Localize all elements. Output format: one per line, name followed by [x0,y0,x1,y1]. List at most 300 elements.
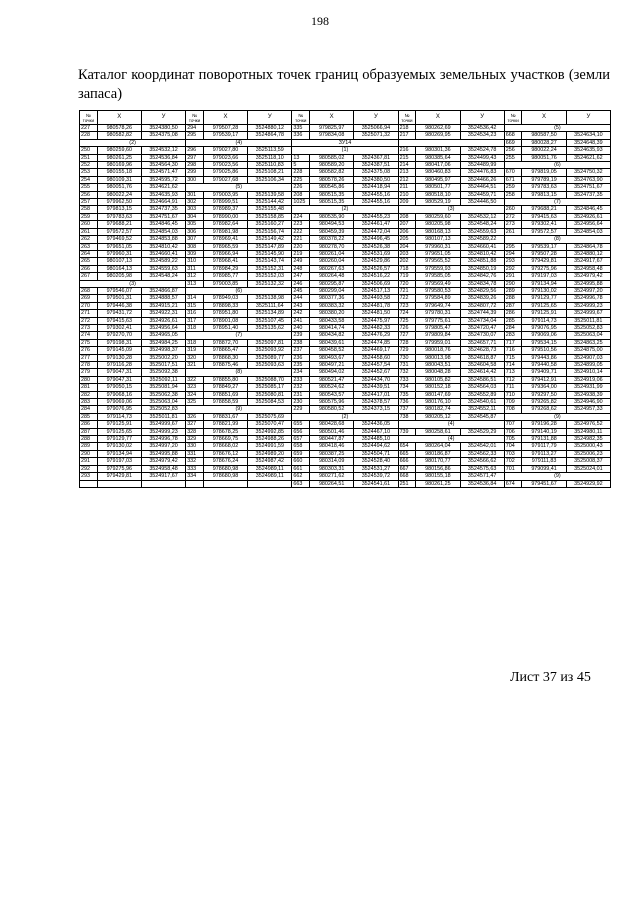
point-number: 301 [186,191,204,198]
table-row [80,287,611,294]
coord-y: 3524466,26 [460,176,504,183]
coord-y: 3524976,52 [566,421,610,428]
coord-x: 978985,77 [203,273,247,280]
table-row [80,347,611,354]
coord-x: 980051,76 [97,184,141,191]
coord-y: 3524548,24 [141,273,185,280]
coord-y: 3524529,86 [354,258,398,265]
point-number: 211 [398,184,416,191]
coord-y: 3524980,11 [566,428,610,435]
coord-y: 3524979,42 [141,458,185,465]
coord-x: 980205,12 [416,413,460,420]
point-number: 241 [292,317,310,324]
table-row [80,376,611,383]
coord-y: 3524931,99 [566,384,610,391]
coord-x: 980269,95 [416,132,460,139]
point-number: 222 [292,228,310,235]
point-number: 290 [80,450,98,457]
point-number: 261 [80,228,98,235]
coord-x: 980169,96 [97,162,141,169]
point-number: 314 [186,295,204,302]
coord-y: 3524958,48 [566,265,610,272]
coord-y: 3524996,78 [566,295,610,302]
point-number: 281 [80,384,98,391]
coord-y: 3524751,67 [566,184,610,191]
point-number: 656 [292,428,310,435]
coord-y: 3524595,72 [141,176,185,183]
point-number: 318 [186,339,204,346]
point-number: 316 [186,310,204,317]
coord-y: 3524434,70 [354,376,398,383]
coord-x: 979409,71 [522,369,566,376]
coord-y: 3525152,31 [248,265,292,272]
coord-y: 3525066,94 [354,125,398,132]
coord-x: 979117,79 [522,443,566,450]
contour-label: (9) [504,413,610,420]
coord-x: 978951,40 [203,324,247,331]
point-number: 658 [292,443,310,450]
coord-x: 979140,19 [522,428,566,435]
point-number: 334 [186,473,204,480]
coord-y: 3524660,41 [460,243,504,250]
point-number: 655 [292,421,310,428]
coord-y: 3524452,67 [354,369,398,376]
point-number: 235 [292,362,310,369]
table-row [80,221,611,228]
coord-x: 980501,46 [310,428,354,435]
coord-x: 979134,94 [97,450,141,457]
coord-x: 979302,41 [97,324,141,331]
coord-y: 3524481,78 [354,302,398,309]
contour-label: (2) [80,139,186,146]
point-number: 735 [398,391,416,398]
coord-y: 3524880,12 [248,125,292,132]
coord-x: 979651,05 [97,243,141,250]
coord-x: 979068,16 [97,391,141,398]
coord-y: 3524541,61 [354,480,398,487]
coord-x: 980170,77 [416,458,460,465]
contour-label: (8) [186,369,292,376]
coord-x: 978872,70 [203,339,247,346]
coord-x: 979415,63 [522,213,566,220]
coord-y: 3524457,54 [354,362,398,369]
coord-x: 979431,72 [97,310,141,317]
coord-x: 979451,67 [522,480,566,487]
coord-x: 979027,68 [203,176,247,183]
coord-x: 979003,85 [203,280,247,287]
coord-y: 3525006,23 [566,450,610,457]
coord-y: 3524564,03 [460,384,504,391]
coord-x: 979129,77 [97,436,141,443]
coord-y: 3524436,05 [354,421,398,428]
point-number: 259 [80,213,98,220]
coord-x: 978858,59 [203,399,247,406]
coord-x: 980385,64 [416,154,460,161]
table-row [80,413,611,420]
coord-y: 3524987,42 [248,458,292,465]
point-number: 721 [398,287,416,294]
coord-y: 3524737,35 [141,206,185,213]
point-number: 290 [504,280,522,287]
header-x: X [416,111,460,125]
coord-x: 980258,61 [416,428,460,435]
coord-x: 979813,15 [522,191,566,198]
point-number: 304 [186,213,204,220]
coord-x: 979688,21 [97,221,141,228]
coord-y: 3524915,21 [141,302,185,309]
header-y: У [354,111,398,125]
coord-y: 3524467,10 [354,428,398,435]
point-number: 335 [292,125,310,132]
contour-label: (4) [398,421,504,428]
point-number: 251 [398,480,416,487]
coord-x: 980447,87 [310,436,354,443]
table-row [80,465,611,472]
header-x: X [310,111,354,125]
point-number: 284 [504,324,522,331]
coord-y: 3524634,10 [566,132,610,139]
coord-y: 3524516,22 [354,273,398,280]
point-number: 284 [80,406,98,413]
coord-x: 979580,53 [416,287,460,294]
coord-y: 3524999,23 [566,302,610,309]
coord-y: 3524458,60 [354,354,398,361]
point-number: 666 [398,458,416,465]
point-number: 707 [504,421,522,428]
coord-y: 3524917,67 [566,258,610,265]
coord-x: 980518,10 [416,191,460,198]
coord-y: 3524984,25 [141,339,185,346]
point-number: 291 [80,458,98,465]
coord-x: 979440,58 [522,362,566,369]
coord-x: 979302,41 [522,221,566,228]
coord-x: 980459,39 [310,228,354,235]
coord-y: 3524378,57 [354,399,398,406]
coord-y: 3524493,58 [354,295,398,302]
coord-y: 3525088,70 [248,376,292,383]
point-number: 209 [398,199,416,206]
coord-x: 978669,75 [203,436,247,443]
coord-x: 980013,98 [416,354,460,361]
contour-label: (5) [504,125,610,132]
point-number: 668 [398,473,416,480]
coordinates-table [79,110,611,488]
point-number: 302 [186,199,204,206]
point-number: 670 [504,169,522,176]
coord-y: 3524907,03 [566,354,610,361]
coord-y: 3525081,94 [141,384,185,391]
coord-y: 3525145,90 [248,250,292,257]
point-number: 307 [186,236,204,243]
coord-x: 979099,41 [522,465,566,472]
point-number: 310 [186,258,204,265]
coord-y: 3524476,83 [460,169,504,176]
table-row [80,421,611,428]
coord-y: 3525118,10 [248,154,292,161]
coord-y: 3524628,73 [460,347,504,354]
coord-x: 980378,22 [310,236,354,243]
coord-x: 979047,31 [97,376,141,383]
coord-x: 980264,51 [310,480,354,487]
point-number: 255 [504,154,522,161]
coord-x: 979559,93 [416,265,460,272]
coord-x: 979446,38 [97,302,141,309]
coord-x: 979819,05 [522,169,566,176]
point-number: 294 [186,125,204,132]
contour-label: (9) [186,406,292,413]
coord-x: 980107,13 [416,236,460,243]
coord-y: 3524459,71 [460,191,504,198]
coord-x: 979584,89 [416,295,460,302]
contour-label: (4) [398,436,504,443]
coord-x: 978901,08 [203,317,247,324]
point-number: 254 [80,176,98,183]
coord-y: 3524542,01 [460,443,504,450]
table-row [80,362,611,369]
coord-x: 980494,02 [310,369,354,376]
coord-y: 3524995,88 [141,450,185,457]
coord-x: 980262,69 [416,125,460,132]
coord-y: 3524880,12 [566,250,610,257]
coord-x: 979297,50 [522,391,566,398]
coord-y: 3524575,63 [460,465,504,472]
coord-y: 3524548,24 [460,221,504,228]
coord-y: 3524559,63 [460,228,504,235]
point-number: 296 [186,147,204,154]
coord-x: 980529,19 [416,199,460,206]
point-number: 267 [80,273,98,280]
point-number: 226 [292,184,310,191]
coord-y: 3524499,43 [460,154,504,161]
point-number: 283 [80,399,98,406]
coord-x: 980109,31 [97,176,141,183]
point-number: 730 [398,354,416,361]
point-number: 328 [186,428,204,435]
coord-x: 978982,64 [203,221,247,228]
coord-y: 3525139,58 [248,191,292,198]
header-x: X [203,111,247,125]
coord-y: 3524536,84 [141,154,185,161]
point-number: 260 [504,206,522,213]
point-number: 273 [80,324,98,331]
coord-y: 3525156,74 [248,228,292,235]
coord-x: 979572,57 [522,228,566,235]
point-number: 703 [504,450,522,457]
coord-x: 980022,24 [522,147,566,154]
coord-y: 3524664,91 [141,199,185,206]
coord-x: 979539,17 [522,243,566,250]
point-number: 716 [504,347,522,354]
coord-y: 3524917,67 [141,473,185,480]
point-number: 239 [292,332,310,339]
coord-x: 980433,58 [310,317,354,324]
point-number: 236 [292,354,310,361]
point-number: 711 [504,384,522,391]
contour-label [398,139,504,146]
point-number: 729 [398,347,416,354]
coord-y: 3524929,92 [566,480,610,487]
coord-x: 979415,63 [97,317,141,324]
coord-x: 980535,90 [310,213,354,220]
coord-x: 980578,26 [97,125,141,132]
point-number: 238 [292,339,310,346]
coord-x: 979197,03 [97,458,141,465]
coord-y: 3524562,33 [460,450,504,457]
coord-x: 979469,52 [97,236,141,243]
coord-y: 3524375,08 [354,169,398,176]
coord-y: 3525063,04 [141,399,185,406]
coord-x: 979412,91 [522,376,566,383]
coord-y: 3525143,74 [248,258,292,265]
coord-x: 980259,60 [416,213,460,220]
point-number: 262 [80,236,98,243]
coord-x: 979834,08 [310,132,354,139]
point-number: 285 [504,317,522,324]
point-number: 233 [292,376,310,383]
coord-y: 3524380,50 [354,176,398,183]
coord-x: 980267,63 [310,265,354,272]
coord-x: 979364,00 [522,384,566,391]
coord-x: 979275,96 [97,465,141,472]
coord-y: 3524853,88 [141,236,185,243]
point-number: 289 [80,443,98,450]
coord-x: 978965,59 [203,243,247,250]
coord-x: 980414,74 [310,324,354,331]
coord-y: 3524455,23 [354,213,398,220]
point-number: 215 [398,154,416,161]
coord-x: 979569,49 [416,280,460,287]
point-number: 230 [292,399,310,406]
coord-y: 3524922,31 [141,310,185,317]
coord-y: 3524919,06 [566,376,610,383]
point-number: 661 [292,465,310,472]
coord-y: 3525070,47 [248,421,292,428]
coord-y: 3524660,41 [141,250,185,257]
table-row [80,436,611,443]
point-number: 727 [398,332,416,339]
coord-y: 3524979,42 [566,273,610,280]
point-number: 13 [292,154,310,161]
point-number: 223 [292,221,310,228]
table-row [80,295,611,302]
coord-y: 3525071,32 [354,132,398,139]
point-number: 237 [292,347,310,354]
coord-y: 3524851,88 [460,258,504,265]
coord-y: 3525052,83 [566,324,610,331]
point-number: 739 [398,428,416,435]
coord-y: 3525024,01 [566,465,610,472]
coord-y: 3524946,90 [566,399,610,406]
point-number: 250 [80,147,98,154]
coordinates-table-wrapper [79,110,611,488]
coord-y: 3524635,93 [141,191,185,198]
point-number: 668 [504,132,522,139]
point-number: 227 [80,125,98,132]
coord-y: 3524998,37 [141,347,185,354]
table-row [80,125,611,132]
coord-x: 978966,94 [203,250,247,257]
table-row [80,213,611,220]
coord-x: 979076,95 [97,406,141,413]
coord-x: 980543,57 [310,391,354,398]
coord-x: 979125,65 [522,302,566,309]
point-number: 289 [504,287,522,294]
point-number: 278 [80,362,98,369]
coord-y: 3524834,78 [460,280,504,287]
coord-y: 3524989,11 [248,473,292,480]
coord-x: 978969,41 [203,236,247,243]
coord-y: 3525085,17 [248,384,292,391]
point-number: 276 [80,347,98,354]
coord-x: 979813,15 [97,206,141,213]
coord-x: 979501,31 [97,295,141,302]
coord-x: 980418,46 [310,443,354,450]
coord-y: 3524534,23 [460,132,504,139]
coord-y: 3525132,32 [248,280,292,287]
point-number: 327 [186,421,204,428]
coord-y: 3524476,29 [354,332,398,339]
coord-x: 980377,36 [310,295,354,302]
point-number: 321 [186,362,204,369]
header-x: X [522,111,566,125]
coord-x: 980164,13 [97,265,141,272]
point-number: 723 [398,302,416,309]
point-number: 212 [398,176,416,183]
coord-x: 979783,63 [522,184,566,191]
coord-y: 3524744,39 [460,310,504,317]
coord-y: 3524589,22 [141,258,185,265]
coord-x: 980417,06 [416,162,460,169]
point-number: 325 [186,399,204,406]
table-row [80,317,611,324]
point-number: 306 [186,228,204,235]
coord-y: 3524996,78 [141,436,185,443]
table-row [80,236,611,243]
coord-y: 3524763,90 [566,176,610,183]
coord-x: 980380,20 [310,310,354,317]
point-number: 248 [292,265,310,272]
point-number: 246 [292,280,310,287]
coord-y: 3525011,81 [141,413,185,420]
table-row [80,369,611,376]
coord-x: 979688,21 [522,206,566,213]
point-number: 245 [292,287,310,294]
coord-x: 979510,56 [522,347,566,354]
coord-y: 3524418,94 [354,184,398,191]
coord-x: 980383,32 [310,302,354,309]
point-number: 294 [504,250,522,257]
coord-y: 3525106,34 [248,176,292,183]
coord-y: 3524910,14 [566,369,610,376]
point-number: 286 [80,421,98,428]
coord-x: 980107,13 [97,258,141,265]
point-number: 260 [80,221,98,228]
coord-x: 979027,80 [203,147,247,154]
coord-x: 980458,52 [310,347,354,354]
coord-y: 3524461,47 [354,221,398,228]
coord-x: 979130,02 [97,443,141,450]
point-number: 5 [292,162,310,169]
point-number: 216 [398,147,416,154]
header-y: У [248,111,292,125]
coord-y: 3524536,84 [460,480,504,487]
coord-y: 3524810,42 [141,243,185,250]
point-number: 208 [398,213,416,220]
coord-y: 3524526,38 [354,243,398,250]
coord-y: 3525149,42 [248,236,292,243]
point-number: 715 [504,354,522,361]
coord-x: 978990,00 [203,213,247,220]
